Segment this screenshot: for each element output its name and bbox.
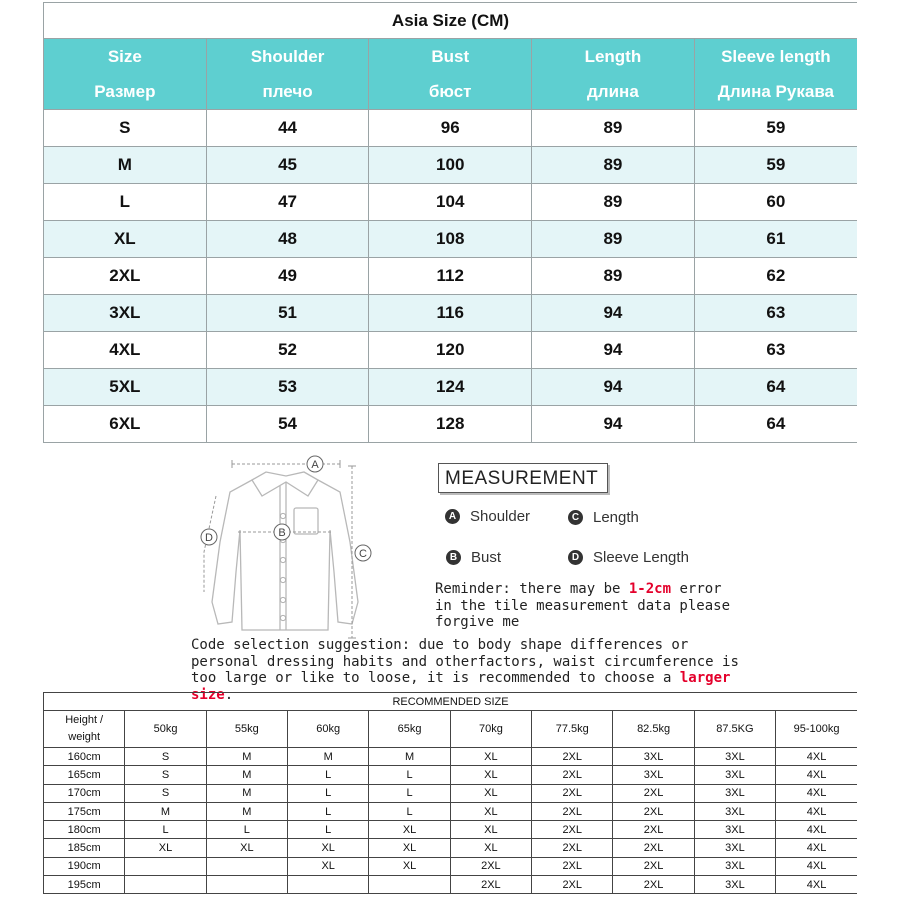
suggestion-text-end: . bbox=[224, 686, 234, 703]
header-sleeve-length-ru: Длина Рукава bbox=[694, 74, 857, 110]
recommended-row bbox=[44, 876, 858, 894]
legend-bust-label: Bust bbox=[471, 549, 502, 566]
legend-length-label: Length bbox=[593, 509, 639, 526]
size-cell: 94 bbox=[532, 332, 695, 369]
recommended-size-cell: S bbox=[125, 748, 206, 766]
svg-text:D: D bbox=[205, 532, 213, 544]
recommended-row bbox=[44, 784, 858, 802]
size-cell: 64 bbox=[694, 369, 857, 406]
recommended-size-cell: 2XL bbox=[613, 802, 694, 820]
size-cell: 94 bbox=[532, 406, 695, 443]
size-cell: 47 bbox=[206, 184, 369, 221]
size-cell: 60 bbox=[694, 184, 857, 221]
recommended-size-cell bbox=[206, 857, 287, 875]
recommended-size-cell: XL bbox=[450, 748, 531, 766]
size-chart-table bbox=[43, 2, 857, 443]
svg-text:C: C bbox=[359, 548, 367, 560]
header-length-ru: длина bbox=[532, 74, 695, 110]
height-cell: 190cm bbox=[44, 857, 125, 875]
recommended-size-cell: L bbox=[288, 784, 369, 802]
diagram-label-a bbox=[307, 456, 323, 472]
size-cell: L bbox=[44, 184, 207, 221]
legend-shoulder bbox=[445, 508, 530, 525]
header-length: Length bbox=[532, 39, 695, 75]
recommended-size-cell: M bbox=[206, 802, 287, 820]
height-cell: 180cm bbox=[44, 821, 125, 839]
size-cell: 2XL bbox=[44, 258, 207, 295]
suggestion-highlight: larger size bbox=[191, 670, 731, 703]
recommended-size-cell: XL bbox=[206, 839, 287, 857]
size-cell: 59 bbox=[694, 147, 857, 184]
header-bust: Bust bbox=[369, 39, 532, 75]
weight-header: 87.5KG bbox=[694, 711, 775, 748]
recommended-size-cell bbox=[288, 876, 369, 894]
recommended-size-cell: 2XL bbox=[532, 802, 613, 820]
size-cell: 89 bbox=[532, 184, 695, 221]
recommended-size-cell bbox=[125, 857, 206, 875]
size-cell: 44 bbox=[206, 110, 369, 147]
recommended-row bbox=[44, 748, 858, 766]
recommended-size-cell: 2XL bbox=[613, 784, 694, 802]
recommended-row bbox=[44, 839, 858, 857]
size-cell: 128 bbox=[369, 406, 532, 443]
header-row-russian bbox=[44, 74, 858, 110]
size-row bbox=[44, 221, 858, 258]
svg-text:A: A bbox=[311, 459, 319, 471]
recommended-size-cell: 2XL bbox=[532, 766, 613, 784]
weight-header: 70kg bbox=[450, 711, 531, 748]
recommended-row bbox=[44, 857, 858, 875]
recommended-size-cell: 4XL bbox=[776, 748, 857, 766]
size-cell: 100 bbox=[369, 147, 532, 184]
recommended-size-cell: XL bbox=[369, 839, 450, 857]
recommended-size-cell: 2XL bbox=[532, 748, 613, 766]
recommended-size-table bbox=[43, 692, 857, 894]
recommended-row bbox=[44, 821, 858, 839]
diagram-label-d bbox=[201, 529, 217, 545]
recommended-size-cell: 4XL bbox=[776, 876, 857, 894]
badge-c-icon: C bbox=[568, 510, 583, 525]
recommended-size-cell: 4XL bbox=[776, 857, 857, 875]
height-cell: 165cm bbox=[44, 766, 125, 784]
recommended-size-cell: 2XL bbox=[532, 821, 613, 839]
recommended-size-cell: L bbox=[206, 821, 287, 839]
header-bust-ru: бюст bbox=[369, 74, 532, 110]
recommended-size-cell: 3XL bbox=[694, 784, 775, 802]
recommended-size-cell: M bbox=[125, 802, 206, 820]
weight-header: 95-100kg bbox=[776, 711, 857, 748]
recommended-size-cell: XL bbox=[288, 839, 369, 857]
size-cell: 89 bbox=[532, 147, 695, 184]
reminder-text-start: Reminder: there may be bbox=[435, 581, 629, 597]
recommended-size-cell: L bbox=[369, 766, 450, 784]
suggestion-text-start: Code selection suggestion: due to body shape differences or personal dressing habits and otherfactors, waist circumference is too large or like to loose, it is recommended to choose a bbox=[191, 637, 739, 686]
diagram-label-c bbox=[355, 545, 371, 561]
header-shoulder-ru: плечо bbox=[206, 74, 369, 110]
recommended-size-cell: 4XL bbox=[776, 802, 857, 820]
size-cell: 63 bbox=[694, 332, 857, 369]
weight-header: 55kg bbox=[206, 711, 287, 748]
size-cell: 4XL bbox=[44, 332, 207, 369]
size-cell: 48 bbox=[206, 221, 369, 258]
size-cell: 53 bbox=[206, 369, 369, 406]
reminder-text-end: error in the tile measurement data please forgive me bbox=[435, 581, 731, 630]
recommended-size-cell: L bbox=[125, 821, 206, 839]
height-cell: 185cm bbox=[44, 839, 125, 857]
recommended-size-cell: M bbox=[206, 784, 287, 802]
recommended-size-cell bbox=[125, 876, 206, 894]
size-cell: 62 bbox=[694, 258, 857, 295]
height-cell: 170cm bbox=[44, 784, 125, 802]
header-shoulder: Shoulder bbox=[206, 39, 369, 75]
recommended-size-cell: 4XL bbox=[776, 821, 857, 839]
recommended-size-cell: L bbox=[288, 802, 369, 820]
size-cell: 52 bbox=[206, 332, 369, 369]
recommended-size-cell: 2XL bbox=[532, 876, 613, 894]
recommended-size-cell: 3XL bbox=[694, 857, 775, 875]
size-cell: 108 bbox=[369, 221, 532, 258]
svg-text:B: B bbox=[278, 527, 286, 539]
size-row bbox=[44, 406, 858, 443]
recommended-size-cell: 3XL bbox=[694, 766, 775, 784]
recommended-size-cell bbox=[206, 876, 287, 894]
recommended-size-cell: 3XL bbox=[694, 839, 775, 857]
legend-bust bbox=[446, 549, 501, 566]
recommended-size-cell: 2XL bbox=[532, 839, 613, 857]
size-cell: 94 bbox=[532, 369, 695, 406]
size-cell: 94 bbox=[532, 295, 695, 332]
recommended-size-cell: XL bbox=[450, 839, 531, 857]
size-cell: 64 bbox=[694, 406, 857, 443]
weight-header: 82.5kg bbox=[613, 711, 694, 748]
weight-header: 60kg bbox=[288, 711, 369, 748]
recommended-size-cell: 3XL bbox=[694, 821, 775, 839]
recommended-size-cell: XL bbox=[450, 821, 531, 839]
height-cell: 195cm bbox=[44, 876, 125, 894]
size-cell: 89 bbox=[532, 110, 695, 147]
recommended-size-cell: XL bbox=[450, 784, 531, 802]
header-size: Size bbox=[44, 39, 207, 75]
size-cell: 104 bbox=[369, 184, 532, 221]
recommended-size-cell: M bbox=[206, 766, 287, 784]
recommended-size-cell: XL bbox=[369, 821, 450, 839]
recommended-rows bbox=[44, 748, 858, 894]
header-sleeve-length: Sleeve length bbox=[694, 39, 857, 75]
recommended-size-cell: M bbox=[288, 748, 369, 766]
badge-a-icon: A bbox=[445, 509, 460, 524]
recommended-size-cell: 2XL bbox=[450, 876, 531, 894]
size-cell: 63 bbox=[694, 295, 857, 332]
shirt-measurement-diagram bbox=[190, 452, 390, 642]
size-cell: 5XL bbox=[44, 369, 207, 406]
size-cell: M bbox=[44, 147, 207, 184]
height-label: Height / bbox=[65, 714, 104, 726]
recommended-size-cell: L bbox=[288, 821, 369, 839]
recommended-size-cell: 2XL bbox=[532, 784, 613, 802]
size-rows bbox=[44, 110, 858, 443]
recommended-size-cell: 2XL bbox=[613, 857, 694, 875]
recommended-size-cell: M bbox=[206, 748, 287, 766]
recommended-size-cell: 3XL bbox=[613, 748, 694, 766]
recommended-size-cell: 4XL bbox=[776, 839, 857, 857]
size-cell: 116 bbox=[369, 295, 532, 332]
height-weight-header bbox=[44, 711, 125, 748]
recommended-size-cell: XL bbox=[125, 839, 206, 857]
legend-shoulder-label: Shoulder bbox=[470, 508, 531, 525]
size-row bbox=[44, 369, 858, 406]
size-row bbox=[44, 295, 858, 332]
measurement-title: MEASUREMENT bbox=[438, 463, 608, 493]
recommended-size-cell: 3XL bbox=[613, 766, 694, 784]
recommended-size-title: RECOMMENDED SIZE bbox=[44, 693, 858, 711]
recommended-row bbox=[44, 766, 858, 784]
size-cell: 49 bbox=[206, 258, 369, 295]
diagram-label-b bbox=[274, 524, 290, 540]
recommended-size-cell: 2XL bbox=[450, 857, 531, 875]
legend-length bbox=[568, 509, 639, 526]
weight-header: 50kg bbox=[125, 711, 206, 748]
recommended-size-cell bbox=[369, 876, 450, 894]
size-row bbox=[44, 258, 858, 295]
recommended-size-cell: S bbox=[125, 766, 206, 784]
header-row-english bbox=[44, 39, 858, 75]
reminder-highlight: 1-2cm bbox=[628, 581, 672, 597]
height-cell: 160cm bbox=[44, 748, 125, 766]
size-cell: 3XL bbox=[44, 295, 207, 332]
recommended-header-row bbox=[44, 711, 858, 748]
size-row bbox=[44, 110, 858, 147]
reminder-note bbox=[435, 581, 735, 631]
recommended-size-cell: 4XL bbox=[776, 784, 857, 802]
shirt-outline bbox=[212, 472, 358, 630]
recommended-size-cell: L bbox=[369, 784, 450, 802]
size-cell: 89 bbox=[532, 258, 695, 295]
recommended-size-cell: 4XL bbox=[776, 766, 857, 784]
weight-header: 77.5kg bbox=[532, 711, 613, 748]
size-cell: 51 bbox=[206, 295, 369, 332]
badge-d-icon: D bbox=[568, 550, 583, 565]
size-cell: 120 bbox=[369, 332, 532, 369]
recommended-size-cell: 2XL bbox=[613, 876, 694, 894]
size-cell: 96 bbox=[369, 110, 532, 147]
weight-header: 65kg bbox=[369, 711, 450, 748]
recommended-size-cell: XL bbox=[450, 766, 531, 784]
size-cell: 61 bbox=[694, 221, 857, 258]
size-cell: XL bbox=[44, 221, 207, 258]
recommended-size-cell: XL bbox=[369, 857, 450, 875]
size-cell: 89 bbox=[532, 221, 695, 258]
size-row bbox=[44, 332, 858, 369]
recommended-size-cell: 3XL bbox=[694, 876, 775, 894]
recommended-size-cell: XL bbox=[450, 802, 531, 820]
recommended-row bbox=[44, 802, 858, 820]
size-cell: S bbox=[44, 110, 207, 147]
size-cell: 54 bbox=[206, 406, 369, 443]
size-cell: 59 bbox=[694, 110, 857, 147]
recommended-size-cell: 2XL bbox=[532, 857, 613, 875]
size-row bbox=[44, 147, 858, 184]
size-row bbox=[44, 184, 858, 221]
recommended-size-cell: 3XL bbox=[694, 748, 775, 766]
size-cell: 124 bbox=[369, 369, 532, 406]
recommended-size-cell: M bbox=[369, 748, 450, 766]
recommended-size-cell: S bbox=[125, 784, 206, 802]
weight-label: weight bbox=[68, 731, 101, 743]
height-cell: 175cm bbox=[44, 802, 125, 820]
recommended-size-cell: XL bbox=[288, 857, 369, 875]
recommended-size-cell: L bbox=[288, 766, 369, 784]
size-cell: 45 bbox=[206, 147, 369, 184]
size-chart-title: Asia Size (CM) bbox=[44, 3, 858, 39]
size-cell: 112 bbox=[369, 258, 532, 295]
header-size-ru: Размер bbox=[44, 74, 207, 110]
recommended-size-cell: 2XL bbox=[613, 821, 694, 839]
badge-b-icon: B bbox=[446, 550, 461, 565]
recommended-size-cell: L bbox=[369, 802, 450, 820]
legend-sleeve-length bbox=[568, 549, 689, 566]
size-cell: 6XL bbox=[44, 406, 207, 443]
recommended-size-cell: 3XL bbox=[694, 802, 775, 820]
recommended-size-cell: 2XL bbox=[613, 839, 694, 857]
legend-sleeve-length-label: Sleeve Length bbox=[593, 549, 689, 566]
